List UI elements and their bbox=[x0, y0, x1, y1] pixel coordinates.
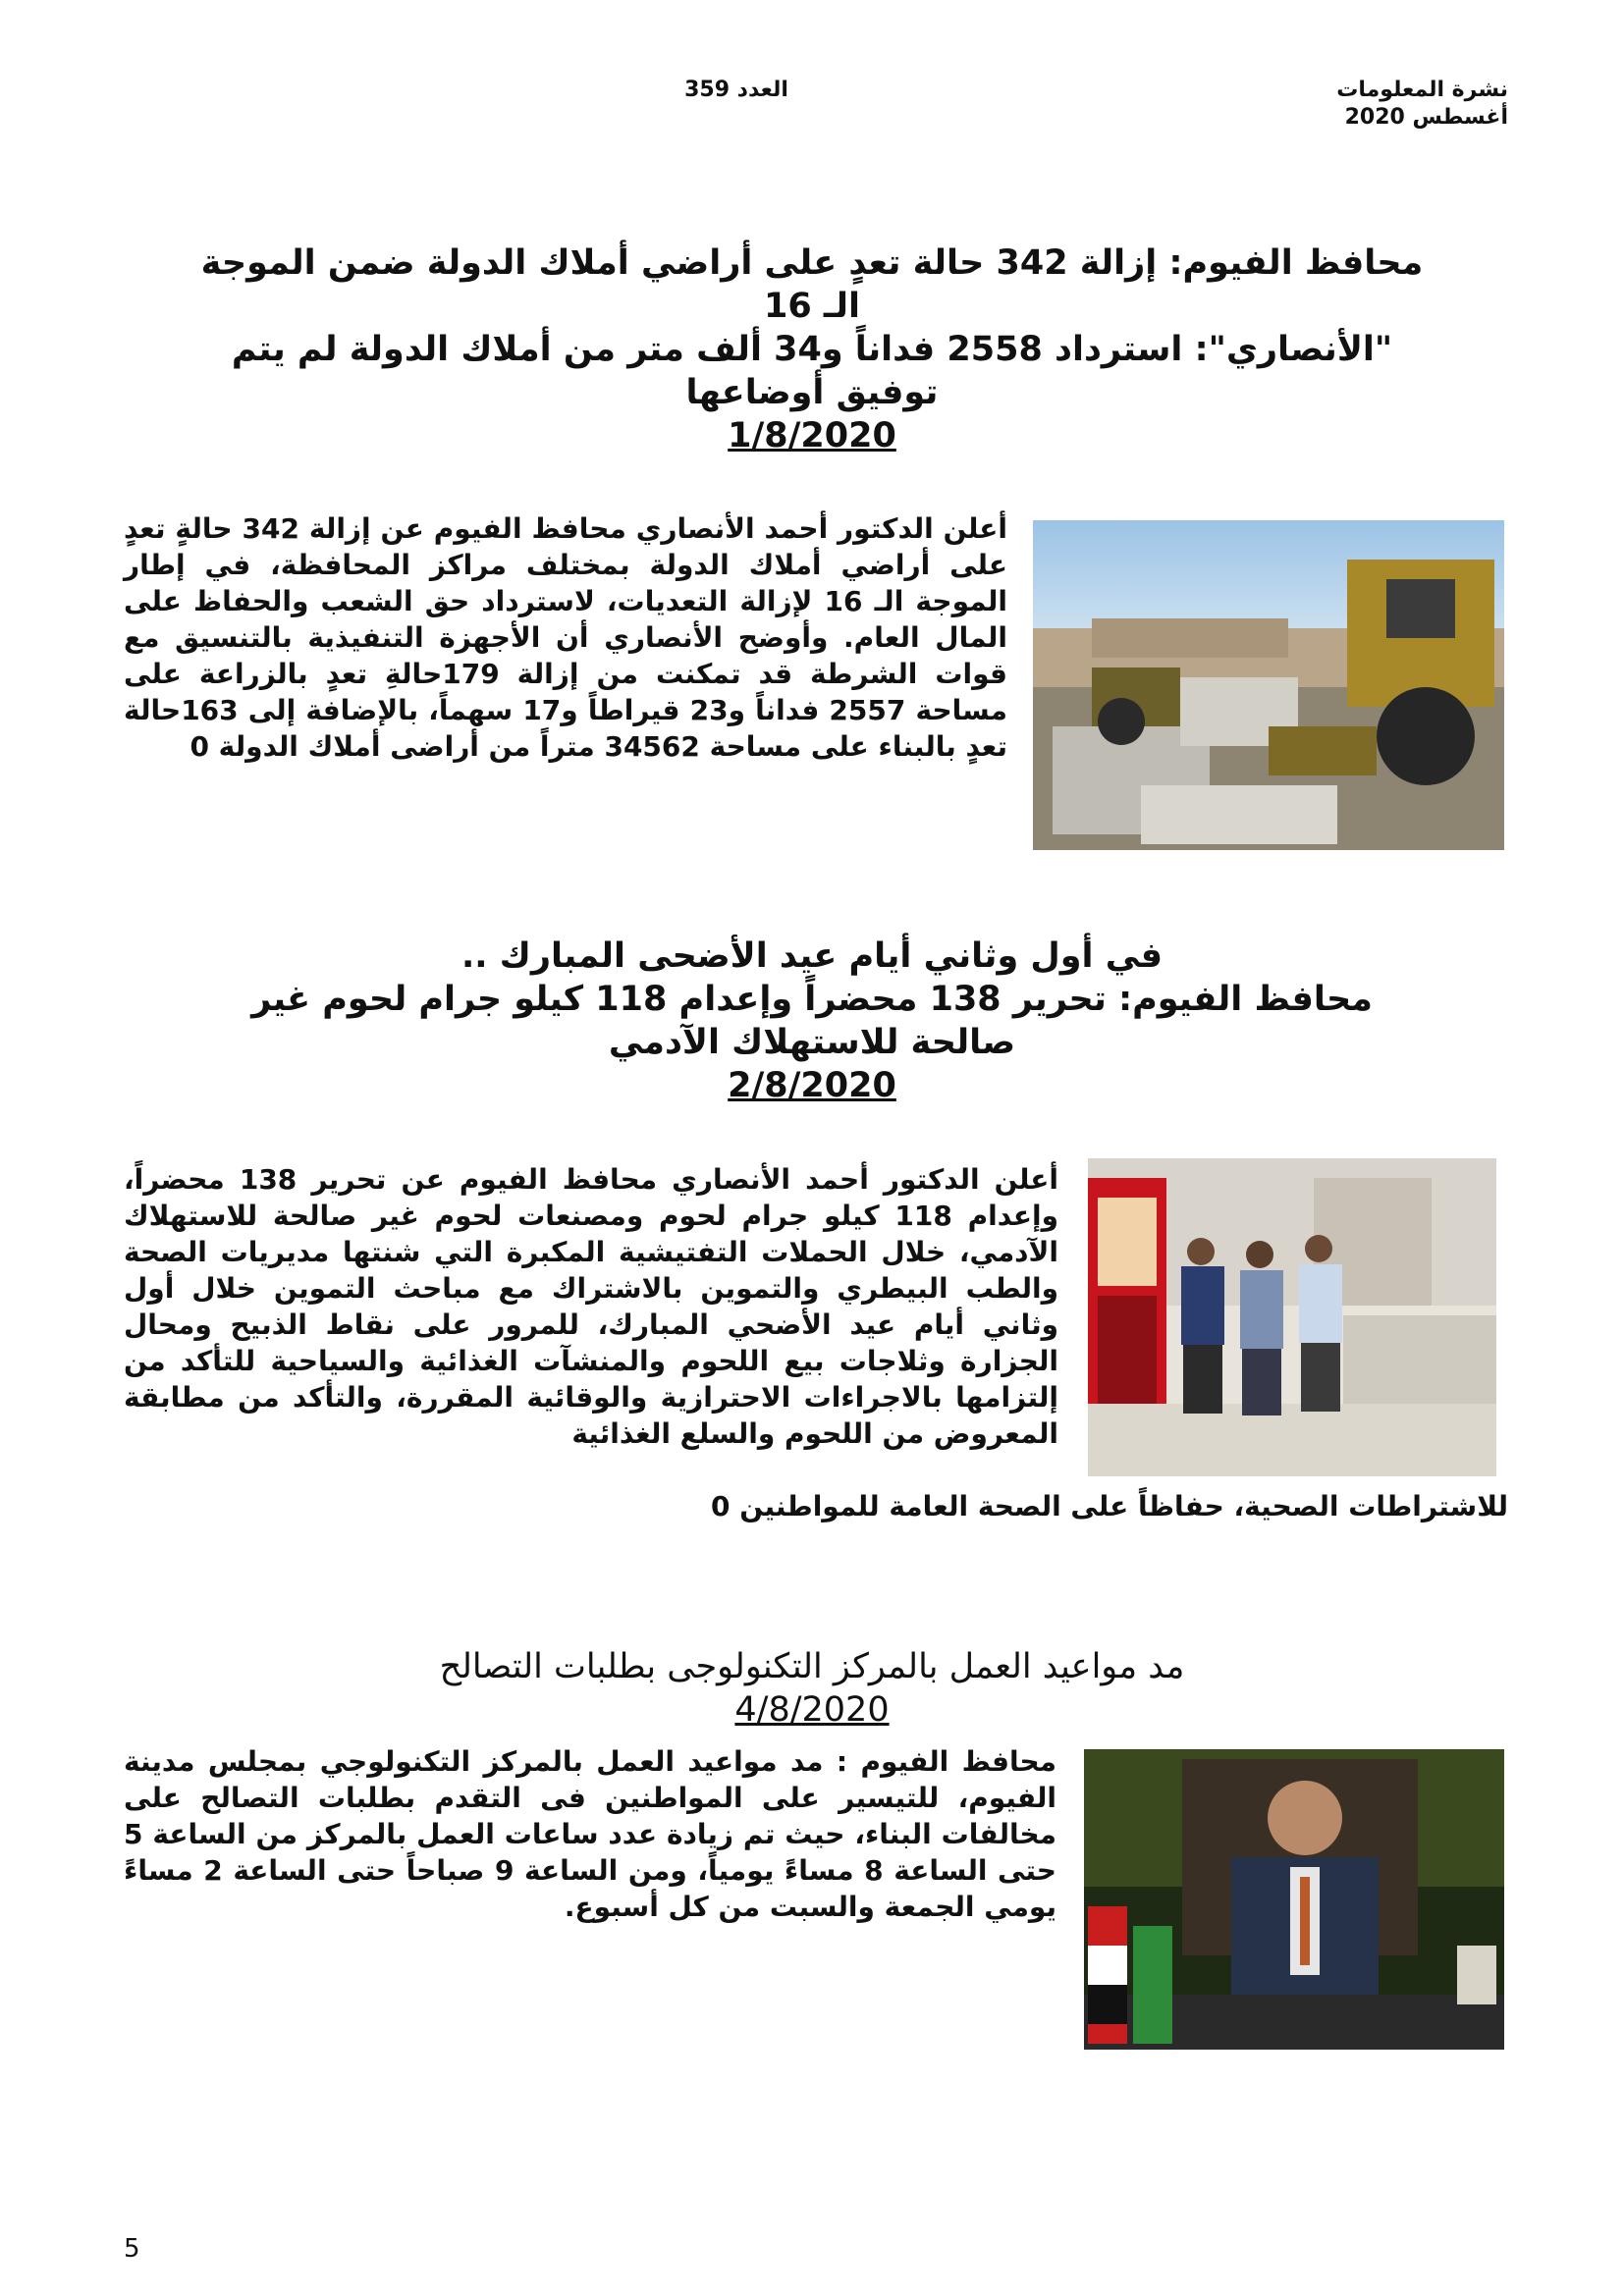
inspection-team-photo bbox=[1088, 1158, 1496, 1476]
article-1-title-line: محافظ الفيوم: إزالة 342 حالة تعدٍ على أراضي أملاك الدولة ضمن الموجة bbox=[200, 243, 1424, 283]
article-2-title-line: في أول وثاني أيام عيد الأضحى المبارك .. bbox=[460, 936, 1164, 976]
article-2-body: أعلن الدكتور أحمد الأنصاري محافظ الفيوم عن تحرير 138 محضراً، وإعدام 118 كيلو جرام لحوم ومصنعات لحوم غير صالحة للاستهلاك الآدمي، خلال الحملات التفتيشية المكبرة التي شنتها مديريات الصحة والطب البيطري والتموين بالاشتراك مع مباحث التموين خلال أول وثاني أيام عيد الأضحي المبارك، للمرور على نقاط الذبيح ومحال الجزارة وثلاجات بيع اللحوم والمنشآت الغذائية والسياحية للتأكد من إلتزامها بالاجراءات الاحترازية والوقائية المقررة، والتأكد من مطابقة المعروض من اللحوم والسلع الغذائية bbox=[124, 1163, 1058, 1450]
bulletin-month: أغسطس 2020 bbox=[1344, 105, 1508, 130]
article-2-headline bbox=[116, 934, 1508, 1107]
bulletin-name: نشرة المعلومات bbox=[1336, 78, 1508, 102]
article-1-title-line: توفيق أوضاعها bbox=[685, 373, 939, 412]
article-2-date: 2/8/2020 bbox=[728, 1066, 896, 1105]
article-3-body: محافظ الفيوم : مد مواعيد العمل بالمركز التكنولوجي بمجلس مدينة الفيوم، للتيسير على المواطنين فى التقدم بطلبات التصالح على مخالفات البناء، حيث تم زيادة عدد ساعات العمل بالمركز من الساعة 5 حتى الساعة 8 مساءً يومياً، ومن الساعة 9 صباحاً حتى الساعة 2 مساءً يومي الجمعة والسبت من كل أسبوع. bbox=[124, 1745, 1056, 1923]
governor-office-photo bbox=[1084, 1749, 1504, 2050]
article-3-date: 4/8/2020 bbox=[734, 1690, 890, 1730]
article-1-body: أعلن الدكتور أحمد الأنصاري محافظ الفيوم عن إزالة 342 حالةٍ تعدٍ على أراضي أملاك الدولة بمختلف مراكز المحافظة، في إطار الموجة الـ 16 لإزالة التعديات، لاسترداد حق الشعب والحفاظ على المال العام. وأوضح الأنصاري أن الأجهزة التنفيذية بالتنسيق مع قوات الشرطة قد تمكنت من إزالة 179حالةِ تعدٍ بالزراعة على مساحة 2557 فداناً و23 قيراطاً و17 سهماً، بالإضافة إلى 163حالة تعدٍ بالبناء على مساحة 34562 متراً من أراضى أملاك الدولة 0 bbox=[124, 512, 1008, 763]
page-number: 5 bbox=[124, 2234, 140, 2264]
bulldozer-demolition-photo bbox=[1033, 520, 1504, 850]
article-2-title-line: صالحة للاستهلاك الآدمي bbox=[608, 1023, 1016, 1062]
article-2-title-line: محافظ الفيوم: تحرير 138 محضراً وإعدام 118 كيلو جرام لحوم غير bbox=[251, 980, 1373, 1019]
article-1-date: 1/8/2020 bbox=[728, 416, 896, 455]
article-1-headline bbox=[116, 241, 1508, 457]
article-3-title-line: مد مواعيد العمل بالمركز التكنولوجى بطلبات التصالح bbox=[439, 1647, 1185, 1686]
bulletin-header bbox=[1336, 77, 1508, 132]
issue-number: العدد 359 bbox=[684, 78, 788, 102]
article-1-title-line: "الأنصاري": استرداد 2558 فداناً و34 ألف متر من أملاك الدولة لم يتم bbox=[231, 330, 1393, 369]
article-3-headline bbox=[116, 1645, 1508, 1732]
article-1-title-line: الـ 16 bbox=[763, 287, 860, 326]
article-2-body-tail: للاشتراطات الصحية، حفاظاً على الصحة العامة للمواطنين 0 bbox=[711, 1490, 1508, 1522]
